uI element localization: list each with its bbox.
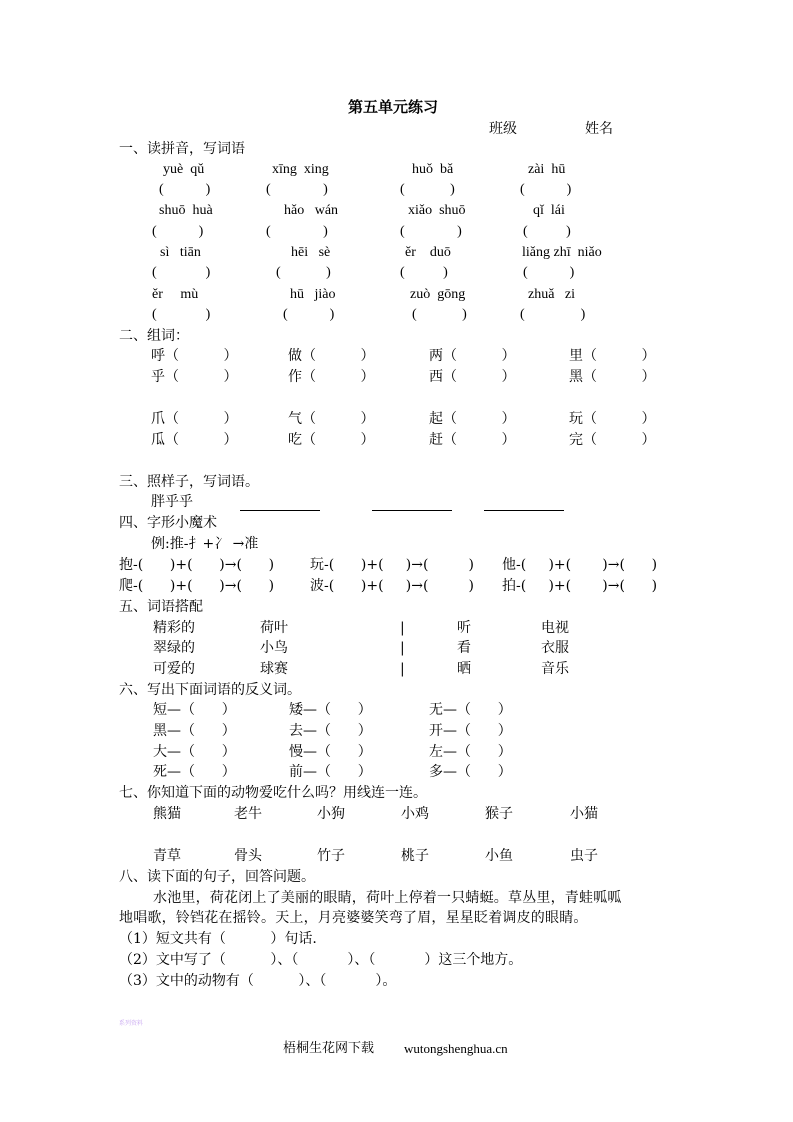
antonym-item[interactable]: 左—（ ）: [429, 744, 512, 760]
animal-item[interactable]: 小鸡: [401, 806, 429, 822]
food-item[interactable]: 竹子: [317, 848, 345, 864]
char-magic-item[interactable]: 爬-( )+( )→( ): [119, 578, 275, 594]
pinyin: hū jiào: [290, 287, 336, 302]
food-item[interactable]: 青草: [153, 848, 181, 864]
food-item[interactable]: 虫子: [570, 848, 598, 864]
pinyin: hēi sè: [291, 245, 331, 260]
answer-blank[interactable]: ( ): [523, 265, 575, 280]
answer-line[interactable]: [240, 510, 320, 511]
answer-line[interactable]: [484, 510, 564, 511]
match-left-adj: 翠绿的: [153, 640, 195, 656]
answer-blank[interactable]: ( ): [400, 182, 455, 197]
example-text: 例:推-扌+冫 →准: [151, 536, 259, 552]
answer-blank[interactable]: ( ): [152, 224, 204, 239]
match-right-verb: 听: [457, 620, 471, 636]
answer-blank[interactable]: ( ): [523, 224, 571, 239]
question-1[interactable]: （1）短文共有（ ）句话.: [119, 931, 317, 947]
antonym-item[interactable]: 死—（ ）: [153, 764, 236, 780]
animal-item[interactable]: 小猫: [570, 806, 598, 822]
answer-blank[interactable]: ( ): [266, 224, 328, 239]
match-right-noun: 衣服: [541, 640, 569, 656]
match-left-noun: 球赛: [260, 661, 288, 677]
answer-blank[interactable]: ( ): [400, 265, 448, 280]
section-3-heading: 三、照样子，写词语。: [119, 474, 259, 490]
antonym-item[interactable]: 矮—（ ）: [289, 702, 372, 718]
answer-blank[interactable]: ( ): [520, 307, 586, 322]
antonym-item[interactable]: 大—（ ）: [153, 744, 236, 760]
answer-blank[interactable]: ( ): [276, 265, 331, 280]
char-magic-item[interactable]: 波-( )+( )→( ): [310, 578, 474, 594]
char-magic-item[interactable]: 抱-( )+( )→( ): [119, 557, 275, 573]
watermark: 系列资料: [119, 1020, 144, 1027]
word-group-item[interactable]: 吃（ ）: [288, 432, 375, 448]
section-4-heading: 四、字形小魔术: [119, 515, 217, 531]
word-group-item[interactable]: 完（ ）: [569, 432, 656, 448]
footer-site-url[interactable]: wutongshenghua.cn: [404, 1041, 508, 1056]
section-5-heading: 五、词语搭配: [119, 599, 203, 615]
antonym-item[interactable]: 无—（ ）: [429, 702, 512, 718]
animal-item[interactable]: 熊猫: [153, 806, 181, 822]
word-group-item[interactable]: 乎（ ）: [151, 369, 238, 385]
divider: |: [400, 640, 405, 656]
section-8-heading: 八、读下面的句子，回答问题。: [119, 869, 315, 885]
antonym-item[interactable]: 开—（ ）: [429, 723, 512, 739]
antonym-item[interactable]: 黑—（ ）: [153, 723, 236, 739]
match-right-verb: 晒: [457, 661, 471, 677]
animal-item[interactable]: 猴子: [485, 806, 513, 822]
pinyin: hǎo wán: [284, 203, 339, 218]
word-group-item[interactable]: 气（ ）: [288, 411, 375, 427]
pinyin: xīng xing: [272, 162, 329, 177]
passage-line-2: 地唱歌，铃铛花在摇铃。天上，月亮婆婆笑弯了眉，星星眨着调皮的眼睛。: [119, 910, 588, 926]
answer-blank[interactable]: ( ): [152, 265, 211, 280]
divider: |: [400, 620, 405, 636]
word-group-item[interactable]: 做（ ）: [288, 348, 375, 364]
pinyin: zài hū: [528, 162, 566, 177]
word-group-item[interactable]: 呼（ ）: [151, 348, 238, 364]
pinyin: xiǎo shuō: [408, 203, 466, 218]
antonym-item[interactable]: 慢—（ ）: [289, 744, 372, 760]
word-group-item[interactable]: 两（ ）: [429, 348, 516, 364]
word-group-item[interactable]: 黑（ ）: [569, 369, 656, 385]
section-1-heading: 一、读拼音，写词语: [119, 141, 245, 157]
question-3[interactable]: （3）文中的动物有（ ）、（ ）。: [119, 973, 397, 989]
pinyin: ěr mù: [152, 287, 199, 302]
match-left-noun: 小鸟: [260, 640, 288, 656]
pinyin: sì tiān: [160, 245, 201, 260]
char-magic-item[interactable]: 拍-( )+( )→( ): [502, 578, 658, 594]
name-label: 姓名: [585, 121, 613, 137]
word-group-item[interactable]: 里（ ）: [569, 348, 656, 364]
word-group-item[interactable]: 赶（ ）: [429, 432, 516, 448]
pinyin: shuō huà: [159, 203, 213, 218]
pinyin: liǎng zhī niǎo: [522, 245, 602, 260]
answer-blank[interactable]: ( ): [283, 307, 335, 322]
class-label: 班级: [489, 121, 517, 137]
antonym-item[interactable]: 前—（ ）: [289, 764, 372, 780]
section-2-heading: 二、组词：: [119, 328, 189, 344]
match-right-verb: 看: [457, 640, 471, 656]
answer-blank[interactable]: ( ): [266, 182, 328, 197]
example-word: 胖乎乎: [151, 494, 193, 510]
word-group-item[interactable]: 瓜（ ）: [151, 432, 238, 448]
animal-item[interactable]: 老牛: [234, 806, 262, 822]
char-magic-item[interactable]: 玩-( )+( )→( ): [310, 557, 474, 573]
section-7-heading: 七、你知道下面的动物爱吃什么吗？用线连一连。: [119, 785, 427, 801]
word-group-item[interactable]: 玩（ ）: [569, 411, 656, 427]
pinyin: ěr duō: [405, 245, 451, 260]
divider: |: [400, 661, 405, 677]
answer-blank[interactable]: ( ): [520, 182, 572, 197]
word-group-item[interactable]: 作（ ）: [288, 369, 375, 385]
antonym-item[interactable]: 短—（ ）: [153, 702, 236, 718]
answer-blank[interactable]: ( ): [400, 224, 462, 239]
page-title: 第五单元练习: [348, 98, 439, 116]
pinyin: huǒ bǎ: [412, 162, 454, 177]
antonym-item[interactable]: 多—（ ）: [429, 764, 512, 780]
antonym-item[interactable]: 去—（ ）: [289, 723, 372, 739]
pinyin: qǐ lái: [533, 203, 565, 218]
word-group-item[interactable]: 爪（ ）: [151, 411, 238, 427]
match-right-noun: 音乐: [541, 661, 569, 677]
food-item[interactable]: 小鱼: [485, 848, 513, 864]
answer-blank[interactable]: ( ): [159, 182, 211, 197]
word-group-item[interactable]: 起（ ）: [429, 411, 516, 427]
match-left-noun: 荷叶: [260, 620, 288, 636]
match-left-adj: 精彩的: [153, 620, 195, 636]
animal-item[interactable]: 小狗: [317, 806, 345, 822]
food-item[interactable]: 骨头: [234, 848, 262, 864]
footer-site-name: 梧桐生花网下载: [283, 1041, 375, 1056]
answer-line[interactable]: [372, 510, 452, 511]
section-6-heading: 六、写出下面词语的反义词。: [119, 682, 301, 698]
question-2[interactable]: （2）文中写了（ ）、（ ）、（ ）这三个地方。: [119, 952, 523, 968]
food-item[interactable]: 桃子: [401, 848, 429, 864]
answer-blank[interactable]: ( ): [412, 307, 467, 322]
answer-blank[interactable]: ( ): [152, 307, 211, 322]
word-group-item[interactable]: 西（ ）: [429, 369, 516, 385]
pinyin: yuè qǔ: [163, 162, 205, 177]
match-left-adj: 可爱的: [153, 661, 195, 677]
pinyin: zhuǎ zi: [528, 287, 576, 302]
match-right-noun: 电视: [541, 620, 569, 636]
char-magic-item[interactable]: 他-( )+( )→( ): [502, 557, 658, 573]
passage-line-1: 水池里，荷花闭上了美丽的眼睛，荷叶上停着一只蜻蜓。草丛里，青蛙呱呱: [153, 890, 622, 906]
pinyin: zuò gōng: [410, 287, 466, 302]
